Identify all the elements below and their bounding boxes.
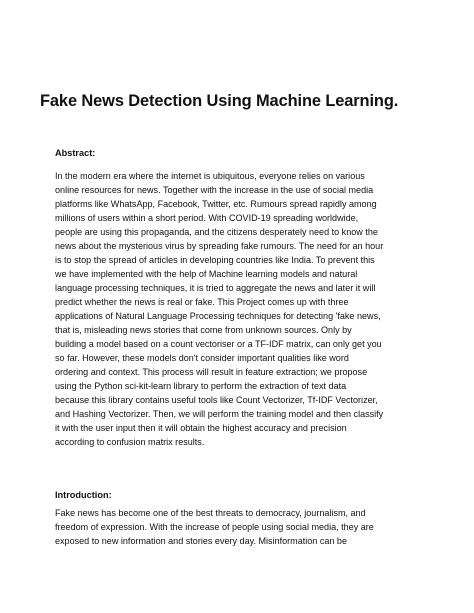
abstract-line: it with the user input then it will obtain the highest accuracy and precision (55, 423, 347, 433)
introduction-paragraph (55, 506, 427, 548)
introduction-line: Fake news has become one of the best threats to democracy, journalism, and (55, 508, 366, 518)
abstract-line: online resources for news. Together with the increase in the use of social media (55, 185, 374, 195)
abstract-line: is to stop the spread of articles in developing countries like India. To prevent this (55, 255, 375, 265)
abstract-line: language processing techniques, it is tried to aggregate the news and later it will (55, 283, 376, 293)
abstract-heading: Abstract: (55, 148, 96, 158)
abstract-line: that is, misleading news stories that come from unknown sources. Only by (55, 325, 352, 335)
abstract-line: because this library contains useful tools like Count Vectorizer, Tf-IDF Vectorizer, (55, 395, 378, 405)
abstract-line: millions of users within a short period. With COVID-19 spreading worldwide, (55, 213, 359, 223)
introduction-line: freedom of expression. With the increase of people using social media, they are (55, 522, 374, 532)
abstract-paragraph (55, 169, 427, 449)
abstract-line: platforms like WhatsApp, Facebook, Twitter, etc. Rumours spread rapidly among (55, 199, 377, 209)
introduction-heading: Introduction: (55, 490, 112, 500)
abstract-line: using the Python sci-kit-learn library to perform the extraction of text data (55, 381, 347, 391)
introduction-line: exposed to new information and stories every day. Misinformation can be (55, 536, 347, 546)
abstract-line: In the modern era where the internet is ubiquitous, everyone relies on various (55, 171, 365, 181)
abstract-line: news about the mysterious virus by spreading fake rumours. The need for an hour (55, 241, 384, 251)
abstract-line: ordering and context. This process will result in feature extraction; we propose (55, 367, 368, 377)
abstract-line: and Hashing Vectorizer. Then, we will perform the training model and then classify (55, 409, 384, 419)
abstract-line: people are using this propaganda, and the citizens desperately need to know the (55, 227, 378, 237)
abstract-line: according to confusion matrix results. (55, 437, 205, 447)
abstract-line: building a model based on a count vectoriser or a TF-IDF matrix, can only get you (55, 339, 382, 349)
abstract-line: we have implemented with the help of Machine learning models and natural (55, 269, 358, 279)
document-title: Fake News Detection Using Machine Learning. (40, 92, 399, 110)
abstract-line: predict whether the news is real or fake. This Project comes up with three (55, 297, 349, 307)
abstract-line: applications of Natural Language Processing techniques for detecting 'fake news, (55, 311, 381, 321)
abstract-line: so far. However, these models don't consider important qualities like word (55, 353, 349, 363)
